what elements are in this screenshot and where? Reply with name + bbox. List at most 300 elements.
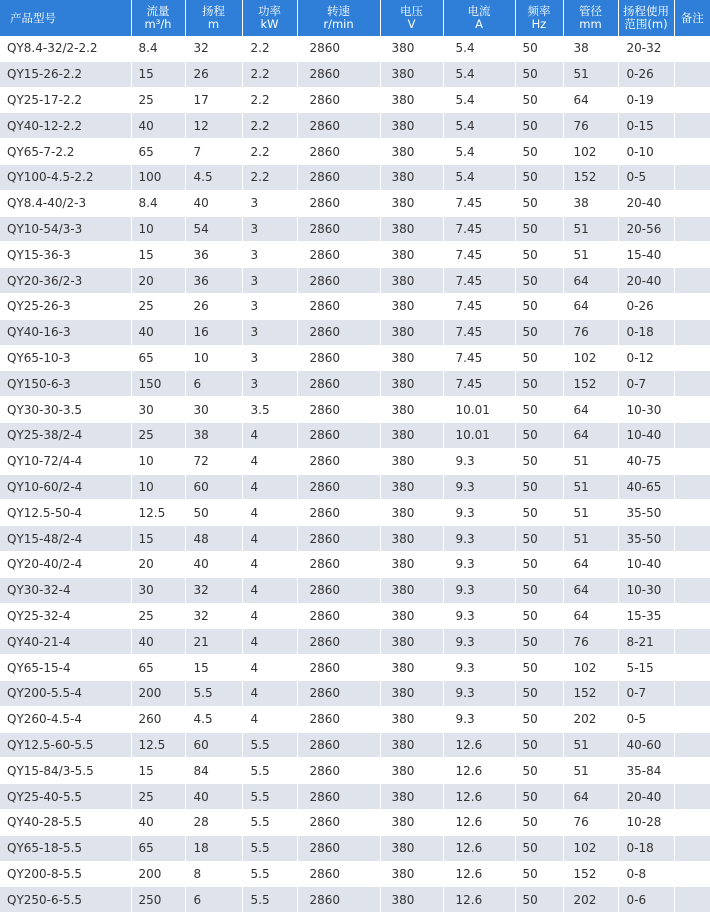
cell-model: QY65-10-3 [0, 345, 131, 371]
cell-pipe-diameter: 51 [563, 474, 618, 500]
cell-model: QY12.5-60-5.5 [0, 732, 131, 758]
table-row [0, 371, 710, 397]
column-header-flow [131, 0, 185, 36]
cell-head-range: 0-18 [618, 319, 674, 345]
table-row [0, 448, 710, 474]
cell-pipe-diameter: 51 [563, 526, 618, 552]
cell-power: 5.5 [242, 887, 297, 913]
column-header-remarks [674, 0, 710, 36]
cell-power: 4 [242, 526, 297, 552]
cell-head-range: 0-12 [618, 345, 674, 371]
cell-voltage: 380 [380, 629, 443, 655]
cell-flow: 250 [131, 887, 185, 913]
header-line: r/min [298, 18, 380, 31]
cell-speed: 2860 [297, 190, 380, 216]
cell-frequency: 50 [515, 242, 563, 268]
cell-head: 48 [185, 526, 242, 552]
cell-model: QY15-36-3 [0, 242, 131, 268]
cell-frequency: 50 [515, 732, 563, 758]
header-line: 扬程 [186, 5, 242, 18]
cell-voltage: 380 [380, 87, 443, 113]
cell-flow: 65 [131, 655, 185, 681]
cell-pipe-diameter: 64 [563, 577, 618, 603]
cell-speed: 2860 [297, 629, 380, 655]
cell-voltage: 380 [380, 835, 443, 861]
cell-power: 5.5 [242, 809, 297, 835]
cell-model: QY40-28-5.5 [0, 809, 131, 835]
cell-model: QY10-72/4-4 [0, 448, 131, 474]
cell-pipe-diameter: 64 [563, 293, 618, 319]
cell-flow: 40 [131, 319, 185, 345]
header-line: 管径 [564, 5, 618, 18]
cell-frequency: 50 [515, 861, 563, 887]
cell-speed: 2860 [297, 319, 380, 345]
cell-flow: 40 [131, 809, 185, 835]
cell-voltage: 380 [380, 861, 443, 887]
cell-model: QY65-15-4 [0, 655, 131, 681]
cell-pipe-diameter: 102 [563, 655, 618, 681]
table-row [0, 655, 710, 681]
cell-flow: 30 [131, 397, 185, 423]
cell-pipe-diameter: 51 [563, 732, 618, 758]
cell-speed: 2860 [297, 36, 380, 61]
cell-power: 4 [242, 422, 297, 448]
cell-flow: 260 [131, 706, 185, 732]
cell-head-range: 0-10 [618, 139, 674, 165]
cell-head-range: 40-60 [618, 732, 674, 758]
cell-remarks [674, 164, 710, 190]
cell-pipe-diameter: 51 [563, 242, 618, 268]
cell-head: 60 [185, 732, 242, 758]
cell-remarks [674, 758, 710, 784]
header-line: 范围(m) [619, 18, 674, 31]
table-row [0, 526, 710, 552]
cell-head-range: 0-15 [618, 113, 674, 139]
cell-power: 2.2 [242, 139, 297, 165]
cell-pipe-diameter: 64 [563, 397, 618, 423]
cell-flow: 30 [131, 577, 185, 603]
header-line: 转速 [298, 5, 380, 18]
cell-voltage: 380 [380, 216, 443, 242]
cell-head: 16 [185, 319, 242, 345]
cell-speed: 2860 [297, 861, 380, 887]
cell-head: 26 [185, 61, 242, 87]
cell-current: 9.3 [443, 526, 515, 552]
cell-power: 4 [242, 474, 297, 500]
table-row [0, 293, 710, 319]
cell-head-range: 0-26 [618, 61, 674, 87]
cell-current: 7.45 [443, 190, 515, 216]
cell-current: 12.6 [443, 809, 515, 835]
table-row [0, 319, 710, 345]
cell-remarks [674, 293, 710, 319]
cell-head-range: 20-40 [618, 268, 674, 294]
cell-speed: 2860 [297, 216, 380, 242]
cell-flow: 15 [131, 758, 185, 784]
cell-head-range: 20-40 [618, 190, 674, 216]
cell-power: 2.2 [242, 61, 297, 87]
cell-frequency: 50 [515, 577, 563, 603]
cell-frequency: 50 [515, 113, 563, 139]
cell-flow: 200 [131, 861, 185, 887]
cell-head: 84 [185, 758, 242, 784]
cell-voltage: 380 [380, 422, 443, 448]
cell-current: 9.3 [443, 655, 515, 681]
cell-voltage: 380 [380, 577, 443, 603]
cell-head: 15 [185, 655, 242, 681]
cell-head: 40 [185, 551, 242, 577]
column-header-head [185, 0, 242, 36]
cell-frequency: 50 [515, 655, 563, 681]
cell-remarks [674, 784, 710, 810]
cell-head: 28 [185, 809, 242, 835]
cell-current: 9.3 [443, 706, 515, 732]
table-row [0, 861, 710, 887]
cell-frequency: 50 [515, 784, 563, 810]
header-line: 扬程使用 [619, 5, 674, 18]
header-line: Hz [516, 18, 563, 31]
cell-remarks [674, 139, 710, 165]
cell-voltage: 380 [380, 242, 443, 268]
cell-current: 9.3 [443, 603, 515, 629]
cell-speed: 2860 [297, 500, 380, 526]
cell-speed: 2860 [297, 680, 380, 706]
table-body [0, 36, 710, 913]
cell-model: QY40-16-3 [0, 319, 131, 345]
cell-remarks [674, 36, 710, 61]
cell-flow: 15 [131, 242, 185, 268]
table-row [0, 809, 710, 835]
cell-voltage: 380 [380, 61, 443, 87]
cell-speed: 2860 [297, 655, 380, 681]
cell-remarks [674, 861, 710, 887]
cell-head-range: 10-40 [618, 551, 674, 577]
cell-remarks [674, 371, 710, 397]
cell-remarks [674, 422, 710, 448]
table-row [0, 551, 710, 577]
cell-power: 4 [242, 551, 297, 577]
cell-model: QY30-30-3.5 [0, 397, 131, 423]
cell-current: 10.01 [443, 397, 515, 423]
cell-power: 4 [242, 577, 297, 603]
cell-speed: 2860 [297, 448, 380, 474]
table-header [0, 0, 710, 36]
cell-flow: 8.4 [131, 190, 185, 216]
cell-current: 7.45 [443, 345, 515, 371]
cell-head: 4.5 [185, 706, 242, 732]
cell-model: QY65-18-5.5 [0, 835, 131, 861]
header-line: kW [243, 18, 297, 31]
cell-voltage: 380 [380, 474, 443, 500]
cell-frequency: 50 [515, 371, 563, 397]
cell-speed: 2860 [297, 268, 380, 294]
table-row [0, 61, 710, 87]
cell-pipe-diameter: 76 [563, 809, 618, 835]
cell-frequency: 50 [515, 139, 563, 165]
cell-head-range: 40-75 [618, 448, 674, 474]
cell-current: 7.45 [443, 319, 515, 345]
cell-model: QY20-40/2-4 [0, 551, 131, 577]
table-row [0, 603, 710, 629]
cell-voltage: 380 [380, 293, 443, 319]
cell-power: 3 [242, 268, 297, 294]
cell-pipe-diameter: 51 [563, 448, 618, 474]
cell-current: 5.4 [443, 61, 515, 87]
cell-flow: 65 [131, 139, 185, 165]
table-row [0, 139, 710, 165]
cell-flow: 15 [131, 61, 185, 87]
cell-model: QY100-4.5-2.2 [0, 164, 131, 190]
cell-head: 40 [185, 784, 242, 810]
cell-head: 38 [185, 422, 242, 448]
cell-model: QY15-48/2-4 [0, 526, 131, 552]
cell-pipe-diameter: 202 [563, 887, 618, 913]
cell-power: 3 [242, 371, 297, 397]
cell-flow: 65 [131, 835, 185, 861]
cell-head: 4.5 [185, 164, 242, 190]
cell-current: 9.3 [443, 500, 515, 526]
cell-flow: 12.5 [131, 732, 185, 758]
cell-head-range: 40-65 [618, 474, 674, 500]
cell-power: 5.5 [242, 784, 297, 810]
cell-remarks [674, 809, 710, 835]
cell-flow: 10 [131, 474, 185, 500]
cell-head-range: 20-56 [618, 216, 674, 242]
header-line: 功率 [243, 5, 297, 18]
cell-current: 5.4 [443, 139, 515, 165]
cell-voltage: 380 [380, 887, 443, 913]
header-line: 备注 [675, 12, 710, 25]
cell-pipe-diameter: 76 [563, 629, 618, 655]
cell-speed: 2860 [297, 164, 380, 190]
cell-frequency: 50 [515, 809, 563, 835]
cell-remarks [674, 603, 710, 629]
header-line: mm [564, 18, 618, 31]
cell-power: 2.2 [242, 36, 297, 61]
cell-flow: 100 [131, 164, 185, 190]
cell-flow: 25 [131, 784, 185, 810]
cell-current: 9.3 [443, 448, 515, 474]
cell-frequency: 50 [515, 345, 563, 371]
cell-head-range: 0-5 [618, 706, 674, 732]
cell-remarks [674, 551, 710, 577]
cell-voltage: 380 [380, 113, 443, 139]
cell-power: 4 [242, 629, 297, 655]
cell-current: 7.45 [443, 371, 515, 397]
cell-head: 10 [185, 345, 242, 371]
table-row [0, 422, 710, 448]
cell-head: 60 [185, 474, 242, 500]
cell-current: 7.45 [443, 268, 515, 294]
cell-model: QY40-21-4 [0, 629, 131, 655]
cell-frequency: 50 [515, 887, 563, 913]
header-line: 电压 [381, 5, 443, 18]
cell-speed: 2860 [297, 758, 380, 784]
cell-head: 12 [185, 113, 242, 139]
cell-speed: 2860 [297, 293, 380, 319]
cell-model: QY250-6-5.5 [0, 887, 131, 913]
cell-voltage: 380 [380, 680, 443, 706]
cell-pipe-diameter: 51 [563, 61, 618, 87]
cell-model: QY40-12-2.2 [0, 113, 131, 139]
cell-frequency: 50 [515, 397, 563, 423]
cell-current: 5.4 [443, 87, 515, 113]
cell-pipe-diameter: 38 [563, 190, 618, 216]
cell-pipe-diameter: 51 [563, 758, 618, 784]
cell-current: 5.4 [443, 36, 515, 61]
cell-model: QY8.4-40/2-3 [0, 190, 131, 216]
cell-frequency: 50 [515, 87, 563, 113]
table-row [0, 345, 710, 371]
table-row [0, 190, 710, 216]
cell-remarks [674, 887, 710, 913]
cell-current: 9.3 [443, 474, 515, 500]
cell-pipe-diameter: 202 [563, 706, 618, 732]
cell-model: QY25-17-2.2 [0, 87, 131, 113]
cell-speed: 2860 [297, 784, 380, 810]
cell-voltage: 380 [380, 319, 443, 345]
cell-head-range: 20-40 [618, 784, 674, 810]
cell-pipe-diameter: 51 [563, 500, 618, 526]
cell-pipe-diameter: 64 [563, 87, 618, 113]
cell-speed: 2860 [297, 397, 380, 423]
cell-remarks [674, 474, 710, 500]
cell-flow: 40 [131, 629, 185, 655]
cell-head: 30 [185, 397, 242, 423]
cell-head: 6 [185, 371, 242, 397]
table-row [0, 474, 710, 500]
cell-head-range: 20-32 [618, 36, 674, 61]
cell-head-range: 10-30 [618, 577, 674, 603]
cell-pipe-diameter: 51 [563, 216, 618, 242]
cell-flow: 20 [131, 268, 185, 294]
cell-speed: 2860 [297, 139, 380, 165]
cell-voltage: 380 [380, 758, 443, 784]
cell-frequency: 50 [515, 551, 563, 577]
cell-voltage: 380 [380, 809, 443, 835]
cell-pipe-diameter: 64 [563, 784, 618, 810]
cell-remarks [674, 577, 710, 603]
cell-frequency: 50 [515, 500, 563, 526]
header-line: 产品型号 [10, 12, 131, 25]
cell-head: 54 [185, 216, 242, 242]
cell-head-range: 15-35 [618, 603, 674, 629]
cell-voltage: 380 [380, 603, 443, 629]
cell-power: 4 [242, 448, 297, 474]
header-line: 频率 [516, 5, 563, 18]
header-line: A [444, 18, 515, 31]
cell-head: 5.5 [185, 680, 242, 706]
column-header-frequency [515, 0, 563, 36]
cell-model: QY200-8-5.5 [0, 861, 131, 887]
cell-remarks [674, 268, 710, 294]
cell-frequency: 50 [515, 164, 563, 190]
cell-flow: 25 [131, 603, 185, 629]
cell-head-range: 0-8 [618, 861, 674, 887]
cell-head: 18 [185, 835, 242, 861]
cell-frequency: 50 [515, 422, 563, 448]
cell-power: 3 [242, 190, 297, 216]
cell-head: 32 [185, 603, 242, 629]
cell-pipe-diameter: 152 [563, 371, 618, 397]
cell-remarks [674, 61, 710, 87]
cell-speed: 2860 [297, 242, 380, 268]
cell-model: QY8.4-32/2-2.2 [0, 36, 131, 61]
cell-head-range: 10-28 [618, 809, 674, 835]
cell-model: QY15-84/3-5.5 [0, 758, 131, 784]
column-header-speed [297, 0, 380, 36]
cell-pipe-diameter: 76 [563, 113, 618, 139]
cell-flow: 40 [131, 113, 185, 139]
cell-pipe-diameter: 102 [563, 345, 618, 371]
cell-head: 21 [185, 629, 242, 655]
cell-frequency: 50 [515, 61, 563, 87]
cell-frequency: 50 [515, 835, 563, 861]
cell-power: 4 [242, 655, 297, 681]
cell-model: QY25-38/2-4 [0, 422, 131, 448]
cell-remarks [674, 655, 710, 681]
cell-current: 12.6 [443, 732, 515, 758]
cell-head-range: 35-84 [618, 758, 674, 784]
table-row [0, 87, 710, 113]
header-row [0, 0, 710, 36]
table-row [0, 706, 710, 732]
header-line: m³/h [132, 18, 185, 31]
cell-voltage: 380 [380, 164, 443, 190]
cell-model: QY25-40-5.5 [0, 784, 131, 810]
cell-voltage: 380 [380, 732, 443, 758]
cell-model: QY25-32-4 [0, 603, 131, 629]
cell-power: 3 [242, 216, 297, 242]
cell-head: 36 [185, 242, 242, 268]
cell-power: 2.2 [242, 113, 297, 139]
cell-power: 4 [242, 500, 297, 526]
cell-power: 5.5 [242, 835, 297, 861]
cell-head: 17 [185, 87, 242, 113]
cell-flow: 8.4 [131, 36, 185, 61]
cell-remarks [674, 629, 710, 655]
table-row [0, 36, 710, 61]
cell-voltage: 380 [380, 448, 443, 474]
cell-head-range: 0-7 [618, 371, 674, 397]
cell-pipe-diameter: 64 [563, 603, 618, 629]
cell-head-range: 10-40 [618, 422, 674, 448]
cell-flow: 10 [131, 448, 185, 474]
cell-head-range: 35-50 [618, 500, 674, 526]
header-line: V [381, 18, 443, 31]
cell-head: 6 [185, 887, 242, 913]
cell-speed: 2860 [297, 835, 380, 861]
cell-voltage: 380 [380, 345, 443, 371]
cell-pipe-diameter: 102 [563, 835, 618, 861]
cell-voltage: 380 [380, 397, 443, 423]
cell-pipe-diameter: 38 [563, 36, 618, 61]
cell-speed: 2860 [297, 732, 380, 758]
table-row [0, 500, 710, 526]
cell-frequency: 50 [515, 603, 563, 629]
cell-remarks [674, 216, 710, 242]
cell-speed: 2860 [297, 474, 380, 500]
cell-power: 3 [242, 242, 297, 268]
cell-current: 12.6 [443, 887, 515, 913]
cell-model: QY12.5-50-4 [0, 500, 131, 526]
cell-frequency: 50 [515, 268, 563, 294]
cell-head: 40 [185, 190, 242, 216]
cell-head: 32 [185, 577, 242, 603]
cell-model: QY10-60/2-4 [0, 474, 131, 500]
cell-head: 72 [185, 448, 242, 474]
cell-head-range: 0-26 [618, 293, 674, 319]
